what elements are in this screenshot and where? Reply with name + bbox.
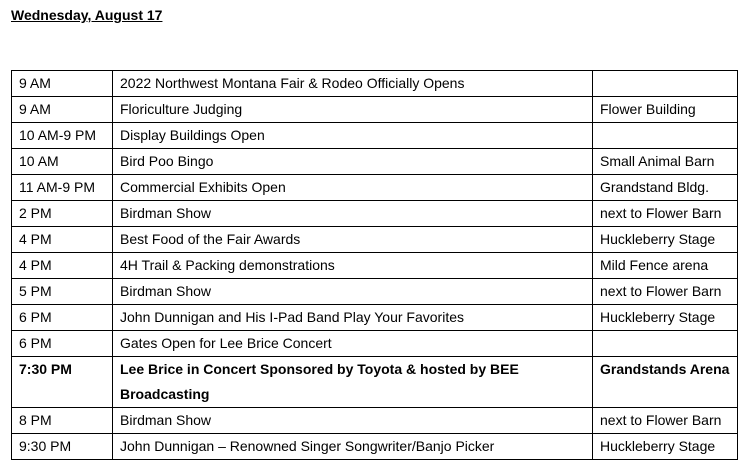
event-cell: Birdman Show	[113, 201, 593, 227]
location-cell: Huckleberry Stage	[593, 434, 738, 460]
table-row	[12, 434, 738, 460]
location-cell	[593, 123, 738, 149]
page-heading: Wednesday, August 17	[11, 7, 163, 23]
event-cell: Birdman Show	[113, 408, 593, 434]
time-cell: 10 AM-9 PM	[12, 123, 113, 149]
event-cell: Commercial Exhibits Open	[113, 175, 593, 201]
event-cell: John Dunnigan – Renowned Singer Songwriter/Banjo Picker	[113, 434, 593, 460]
location-cell	[593, 331, 738, 357]
event-cell: Display Buildings Open	[113, 123, 593, 149]
table-row	[12, 175, 738, 201]
table-row	[12, 408, 738, 434]
time-cell: 11 AM-9 PM	[12, 175, 113, 201]
table-row	[12, 149, 738, 175]
time-cell: 5 PM	[12, 279, 113, 305]
location-cell: Small Animal Barn	[593, 149, 738, 175]
event-cell: Bird Poo Bingo	[113, 149, 593, 175]
event-cell: Birdman Show	[113, 279, 593, 305]
location-cell: Grandstands Arena	[593, 357, 738, 408]
time-cell: 4 PM	[12, 253, 113, 279]
time-cell: 7:30 PM	[12, 357, 113, 408]
table-row	[12, 227, 738, 253]
time-cell: 4 PM	[12, 227, 113, 253]
event-cell: Lee Brice in Concert Sponsored by Toyota & hosted by BEE Broadcasting	[113, 357, 593, 408]
event-cell: Floriculture Judging	[113, 97, 593, 123]
location-cell	[593, 71, 738, 97]
location-cell: Flower Building	[593, 97, 738, 123]
table-row	[12, 97, 738, 123]
time-cell: 6 PM	[12, 305, 113, 331]
time-cell: 6 PM	[12, 331, 113, 357]
location-cell: Huckleberry Stage	[593, 227, 738, 253]
time-cell: 2 PM	[12, 201, 113, 227]
table-row	[12, 201, 738, 227]
time-cell: 9 AM	[12, 97, 113, 123]
event-cell: 4H Trail & Packing demonstrations	[113, 253, 593, 279]
location-cell: Huckleberry Stage	[593, 305, 738, 331]
table-row	[12, 279, 738, 305]
time-cell: 9 AM	[12, 71, 113, 97]
location-cell: next to Flower Barn	[593, 408, 738, 434]
location-cell: Grandstand Bldg.	[593, 175, 738, 201]
time-cell: 9:30 PM	[12, 434, 113, 460]
table-row	[12, 253, 738, 279]
table-row-highlight	[12, 357, 738, 408]
time-cell: 10 AM	[12, 149, 113, 175]
event-cell: Gates Open for Lee Brice Concert	[113, 331, 593, 357]
event-cell: John Dunnigan and His I-Pad Band Play Your Favorites	[113, 305, 593, 331]
event-cell: Best Food of the Fair Awards	[113, 227, 593, 253]
table-row	[12, 71, 738, 97]
location-cell: next to Flower Barn	[593, 201, 738, 227]
event-cell: 2022 Northwest Montana Fair & Rodeo Officially Opens	[113, 71, 593, 97]
table-row	[12, 305, 738, 331]
table-row	[12, 123, 738, 149]
location-cell: Mild Fence arena	[593, 253, 738, 279]
location-cell: next to Flower Barn	[593, 279, 738, 305]
table-row	[12, 331, 738, 357]
time-cell: 8 PM	[12, 408, 113, 434]
schedule-table	[11, 70, 738, 460]
